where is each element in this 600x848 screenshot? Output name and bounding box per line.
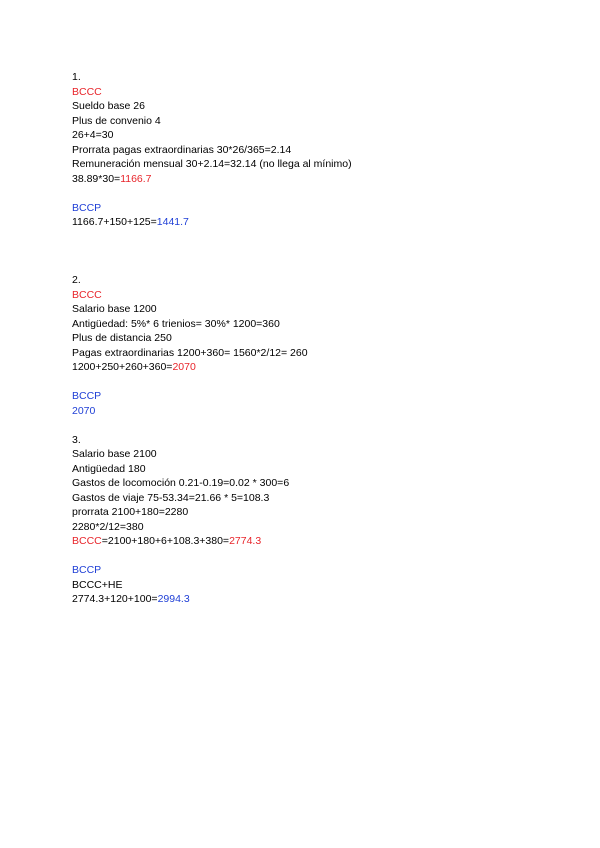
document-page	[72, 70, 552, 607]
bccc-result: 2070	[172, 361, 196, 373]
text-line: Plus de distancia 250	[72, 332, 172, 344]
text-line: Pagas extraordinarias 1200+360= 1560*2/12= 260	[72, 346, 308, 359]
bccc-label: BCCC	[72, 535, 102, 547]
section-number: 3.	[72, 433, 81, 446]
section-number: 2.	[72, 274, 81, 286]
text-line: Sueldo base 26	[72, 100, 145, 112]
calc-line	[72, 172, 552, 187]
bccc-heading: BCCC	[72, 288, 102, 301]
text-line: Plus de convenio 4	[72, 114, 161, 127]
calc-line	[72, 215, 552, 230]
bccp-heading: BCCP	[72, 201, 102, 214]
text-line: Gastos de viaje 75-53.34=21.66 * 5=108.3	[72, 491, 270, 504]
calc-expression: =2100+180+6+108.3+380=	[101, 535, 230, 547]
section-number: 1.	[72, 71, 81, 83]
text-line: Salario base 2100	[72, 448, 157, 460]
text-line: Antigüedad 180	[72, 462, 146, 475]
bccc-result: 1166.7	[120, 172, 152, 185]
text-line: Salario base 1200	[72, 303, 157, 315]
text-line: Prorrata pagas extraordinarias 30*26/365=2.14	[72, 143, 292, 156]
text-line: Remuneración mensual 30+2.14=32.14 (no llega al mínimo)	[72, 158, 352, 170]
text-line: 26+4=30	[72, 129, 114, 141]
bccc-result: 2774.3	[229, 535, 262, 547]
calc-line	[72, 534, 552, 549]
calc-expression: 1200+250+260+360=	[72, 361, 173, 373]
calc-line	[72, 592, 552, 607]
bccp-result: 2994.3	[157, 593, 190, 605]
calc-expression: 38.89*30=	[72, 172, 121, 185]
bccp-heading: BCCP	[72, 390, 102, 402]
text-line: Antigüedad: 5%* 6 trienios= 30%* 1200=360	[72, 317, 280, 330]
bccp-heading: BCCP	[72, 564, 102, 576]
bccc-heading: BCCC	[72, 85, 102, 98]
bccp-result: 2070	[72, 404, 96, 417]
text-line: BCCC+HE	[72, 578, 123, 591]
calc-expression: 2774.3+120+100=	[72, 593, 158, 605]
calc-expression: 1166.7+150+125=	[72, 216, 157, 228]
text-line: Gastos de locomoción 0.21-0.19=0.02 * 300=6	[72, 477, 290, 489]
text-line: prorrata 2100+180=2280	[72, 506, 189, 518]
calc-line	[72, 360, 552, 375]
bccp-result: 1441.7	[156, 216, 189, 228]
text-line: 2280*2/12=380	[72, 520, 144, 533]
